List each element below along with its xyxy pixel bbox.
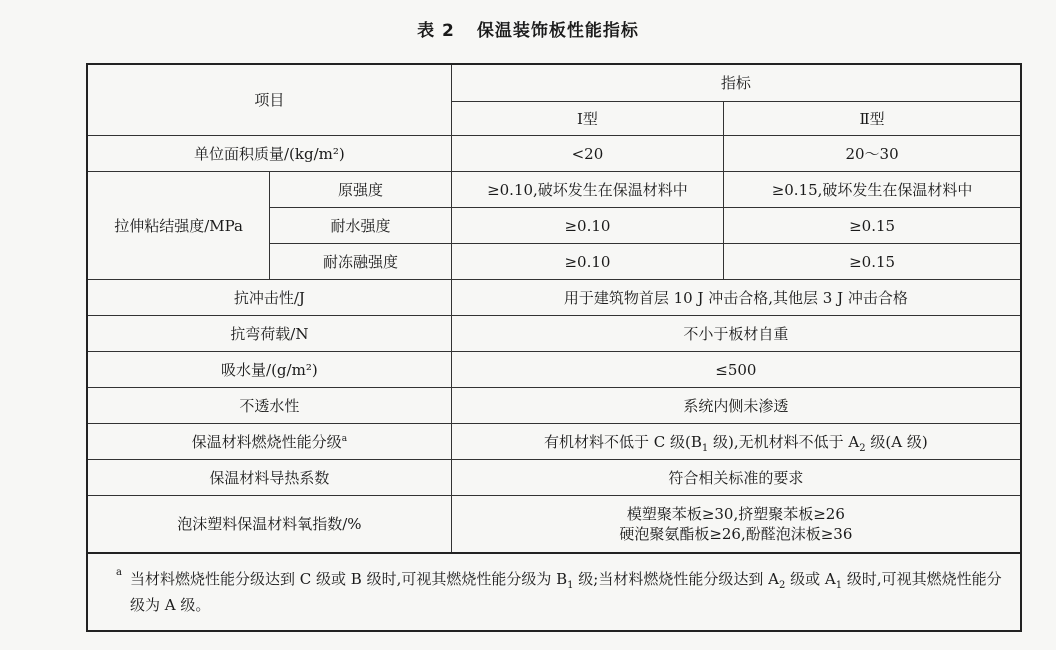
cell-type2: ≥0.15 bbox=[724, 244, 1021, 280]
row-label: 不透水性 bbox=[87, 388, 451, 424]
subscript: 1 bbox=[567, 580, 574, 591]
row-label: 抗弯荷载/N bbox=[87, 316, 451, 352]
cell-value: ≤500 bbox=[451, 352, 1021, 388]
table-number: 表 2 bbox=[417, 21, 455, 41]
footnote-text: 当材料燃烧性能分级达到 C 级或 B 级时,可视其燃烧性能分级为 B bbox=[130, 570, 568, 588]
table-row bbox=[87, 424, 1021, 460]
row-label: 单位面积质量/(kg/m²) bbox=[87, 136, 451, 172]
fire-value-part: 有机材料不低于 C 级(B bbox=[544, 432, 702, 451]
footnote-row bbox=[87, 553, 1021, 631]
table-header-row bbox=[87, 64, 1021, 102]
cell-type2: ≥0.15 bbox=[724, 208, 1021, 244]
cell-type1: ≥0.10,破坏发生在保温材料中 bbox=[451, 172, 723, 208]
cell-value: 用于建筑物首层 10 J 冲击合格,其他层 3 J 冲击合格 bbox=[451, 280, 1021, 316]
row-label-text: 保温材料燃烧性能分级 bbox=[191, 432, 342, 451]
header-type2: Ⅱ型 bbox=[724, 102, 1021, 136]
sub-row-label: 原强度 bbox=[270, 172, 452, 208]
footnote-text: 级时,可视其燃烧性能分级为 A 级。 bbox=[130, 570, 1002, 614]
table-row bbox=[87, 352, 1021, 388]
table-row bbox=[87, 316, 1021, 352]
cell-type1: ≥0.10 bbox=[451, 244, 723, 280]
cell-value: 系统内侧未渗透 bbox=[451, 388, 1021, 424]
cell-type2: 20～30 bbox=[724, 136, 1021, 172]
table-title bbox=[0, 16, 1056, 41]
table-row bbox=[87, 496, 1021, 554]
sub-row-label: 耐冻融强度 bbox=[270, 244, 452, 280]
row-label: 泡沫塑料保温材料氧指数/% bbox=[87, 496, 451, 554]
row-label: 拉伸粘结强度/MPa bbox=[87, 172, 270, 280]
cell-value: 不小于板材自重 bbox=[451, 316, 1021, 352]
table-row bbox=[87, 460, 1021, 496]
cell-value bbox=[451, 424, 1021, 460]
oxygen-line-2: 硬泡聚氨酯板≥26,酚醛泡沫板≥36 bbox=[619, 525, 853, 543]
row-label: 吸水量/(g/m²) bbox=[87, 352, 451, 388]
table-row bbox=[87, 172, 1021, 208]
fire-value-part: 级(A 级) bbox=[865, 432, 928, 451]
footnote bbox=[87, 553, 1021, 631]
table-row bbox=[87, 280, 1021, 316]
row-label bbox=[87, 424, 451, 460]
footnote-mark: a bbox=[341, 433, 348, 444]
oxygen-line-1: 模塑聚苯板≥30,挤塑聚苯板≥26 bbox=[626, 505, 845, 523]
footnote-mark: a bbox=[116, 567, 122, 578]
subscript: 1 bbox=[835, 580, 843, 591]
header-indicator: 指标 bbox=[451, 64, 1021, 102]
performance-table bbox=[86, 63, 1022, 632]
fire-value-part: 级),无机材料不低于 A bbox=[708, 432, 860, 451]
table-row bbox=[87, 136, 1021, 172]
cell-value bbox=[451, 496, 1021, 554]
cell-type2: ≥0.15,破坏发生在保温材料中 bbox=[724, 172, 1021, 208]
table-row bbox=[87, 388, 1021, 424]
subscript: 1 bbox=[701, 442, 709, 454]
subscript: 2 bbox=[859, 442, 866, 454]
row-label: 抗冲击性/J bbox=[87, 280, 451, 316]
footnote-text: 级或 A bbox=[785, 570, 836, 588]
sub-row-label: 耐水强度 bbox=[270, 208, 452, 244]
table-caption: 保温装饰板性能指标 bbox=[476, 21, 639, 41]
header-item: 项目 bbox=[87, 64, 451, 136]
row-label: 保温材料导热系数 bbox=[87, 460, 451, 496]
footnote-text: 级;当材料燃烧性能分级达到 A bbox=[573, 570, 779, 588]
cell-value: 符合相关标准的要求 bbox=[451, 460, 1021, 496]
cell-type1: ≥0.10 bbox=[451, 208, 723, 244]
subscript: 2 bbox=[778, 580, 786, 591]
header-type1: Ⅰ型 bbox=[451, 102, 723, 136]
cell-type1: <20 bbox=[451, 136, 723, 172]
